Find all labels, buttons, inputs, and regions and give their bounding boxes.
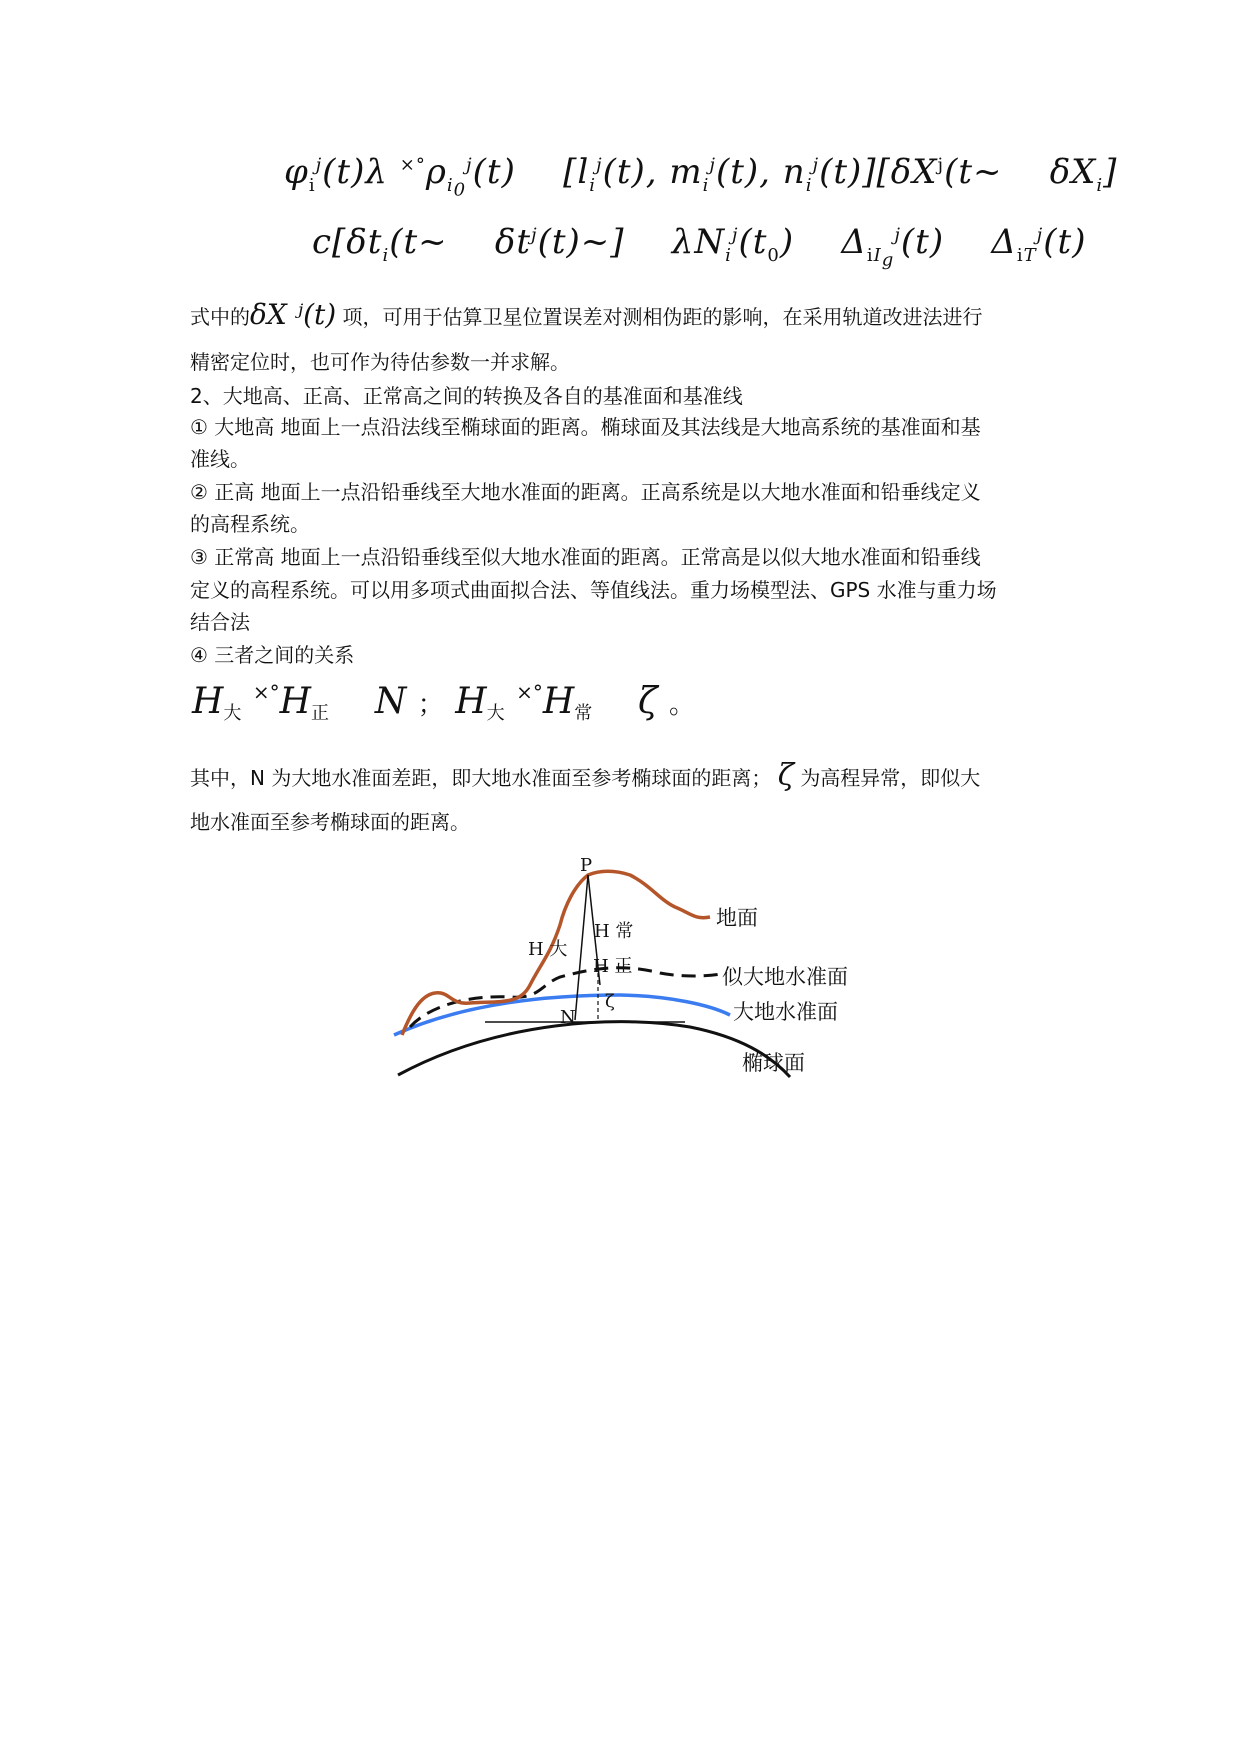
- label-P: P: [580, 855, 593, 876]
- paragraph-1-line-2: 精密定位时，也可作为待估参数一并求解。: [190, 350, 570, 374]
- label-ellipsoid: 椭球面: [742, 1051, 805, 1075]
- zeta-symbol: ζ: [777, 758, 794, 793]
- label-quasigeoid: 似大地水准面: [722, 965, 848, 989]
- label-H-chang: H 常: [594, 921, 634, 942]
- label-ground: 地面: [716, 906, 758, 930]
- item-3-line-2: 定义的高程系统。可以用多项式曲面拟合法、等值线法。重力场模型法、GPS 水准与重力场: [190, 578, 997, 602]
- label-N: N: [560, 1007, 576, 1028]
- p1-prefix: 式中的: [190, 305, 250, 329]
- paragraph-last-line-1: 其中，N 为大地水准面差距，即大地水准面至参考椭球面的距离； ζ 为高程异常，即似大: [190, 758, 981, 793]
- label-H-zheng: H 正: [593, 956, 633, 977]
- height-relation-formula: H大 ×°H正 N ； H大 ×°H常 ζ 。: [192, 680, 696, 724]
- item-1-line-1: ① 大地高 地面上一点沿法线至椭球面的距离。椭球面及其法线是大地高系统的基准面和基: [190, 415, 981, 439]
- item-3-line-1: ③ 正常高 地面上一点沿铅垂线至似大地水准面的距离。正常高是以似大地水准面和铅垂线: [190, 545, 981, 569]
- label-zeta: ζ: [605, 991, 615, 1012]
- label-geoid: 大地水准面: [733, 1000, 838, 1024]
- paragraph-last-line-2: 地水准面至参考椭球面的距离。: [190, 810, 470, 834]
- paragraph-1-line-1: [190, 298, 983, 331]
- formula-line-2: $c[\delta t_i(t\sim$ $\delta t^j(t)\sim$] $\lambda N_i^j(t_0)$ $\Delta_{iI_g}^j(t)$ $\Delta_{iT}^j(t)$: [312, 222, 1087, 271]
- normal-line: [575, 875, 588, 1020]
- ellipsoid-curve: [398, 1022, 790, 1077]
- item-2-line-1: ② 正高 地面上一点沿铅垂线至大地水准面的距离。正高系统是以大地水准面和铅垂线定义: [190, 480, 981, 504]
- item-1-line-2: 准线。: [190, 447, 250, 471]
- item-3-line-3: 结合法: [190, 610, 250, 634]
- label-H-da: H 大: [528, 939, 568, 960]
- section-heading-2: 2、大地高、正高、正常高之间的转换及各自的基准面和基准线: [190, 384, 743, 408]
- p1-math: δX ʲ(t): [250, 298, 337, 331]
- p1-rest: 项，可用于估算卫星位置误差对测相伪距的影响，在采用轨道改进法进行: [342, 305, 983, 329]
- height-systems-diagram: [390, 845, 870, 1085]
- formula-line-1: $\varphi_i^j(t)\lambda$ $^{\times^\circ}\rho_{i_0}^j(t)$ [$l_i^j(t)$, $m_i^j(t)$, $n_i^j(t)][\delta X^j(t\sim$ $\delta X_i$]: [284, 152, 1118, 201]
- item-2-line-2: 的高程系统。: [190, 512, 310, 536]
- item-4: ④ 三者之间的关系: [190, 643, 355, 667]
